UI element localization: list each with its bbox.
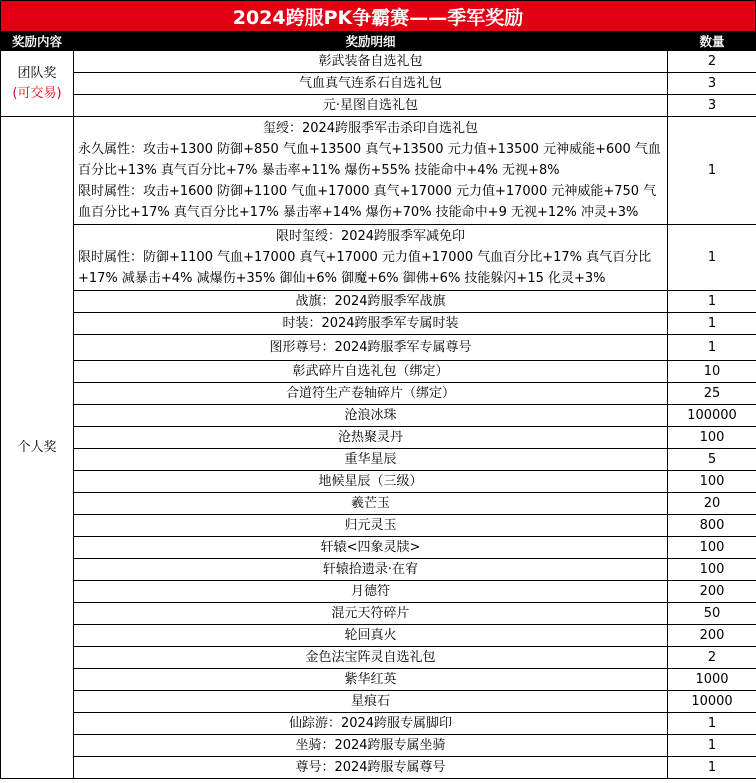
- reward-detail: 尊号：2024跨服专属尊号: [74, 757, 668, 779]
- reward-detail: 战旗：2024跨服季军战旗: [74, 291, 668, 313]
- reward-detail: 归元灵玉: [74, 515, 668, 537]
- table-row: [1, 361, 756, 383]
- table-row: [1, 335, 756, 361]
- table-row: [1, 757, 756, 779]
- table-row: [1, 225, 756, 291]
- table-row: [1, 471, 756, 493]
- reward-detail: 坐骑：2024跨服专属坐骑: [74, 735, 668, 757]
- seal2-reward-detail: [74, 225, 668, 291]
- reward-quantity: 100: [668, 537, 756, 559]
- reward-quantity: 1: [668, 291, 756, 313]
- reward-detail: 时装：2024跨服季军专属时装: [74, 313, 668, 335]
- table-row: [1, 581, 756, 603]
- table-row: [1, 625, 756, 647]
- reward-detail: 彰武装备自选礼包: [74, 51, 668, 73]
- header-row: [1, 32, 756, 51]
- reward-quantity: 10: [668, 361, 756, 383]
- reward-quantity: 1: [668, 757, 756, 779]
- reward-detail: 仙踪游：2024跨服专属脚印: [74, 713, 668, 735]
- table-row: [1, 95, 756, 117]
- table-row: [1, 691, 756, 713]
- table-row: [1, 537, 756, 559]
- reward-detail: 月德符: [74, 581, 668, 603]
- seal-reward-title: 玺绶：2024跨服季军击杀印自选礼包: [262, 121, 479, 136]
- table-row: [1, 735, 756, 757]
- reward-detail: 沧热聚灵丹: [74, 427, 668, 449]
- reward-quantity: 5: [668, 449, 756, 471]
- reward-quantity: 1: [668, 735, 756, 757]
- seal-timed-attrs: 限时属性：攻击+1600 防御+1100 气血+17000 真气+17000 元力值+17000 元神威能+750 气血百分比+17% 真气百分比+17% 暴击率+14% 爆伤+70% 技能命中+9 无视+12% 冲灵+3%: [78, 184, 657, 220]
- table-row: [1, 515, 756, 537]
- reward-detail: 轩辕<四象灵牍>: [74, 537, 668, 559]
- reward-quantity: 1: [668, 313, 756, 335]
- reward-detail: 羲芒玉: [74, 493, 668, 515]
- table-row: [1, 73, 756, 95]
- reward-detail: 气血真气连系石自选礼包: [74, 73, 668, 95]
- reward-detail: 轩辕拾遗录·在宥: [74, 559, 668, 581]
- reward-detail: 沧浪冰珠: [74, 405, 668, 427]
- reward-quantity: 100: [668, 427, 756, 449]
- personal-category-cell: 个人奖: [1, 117, 74, 779]
- reward-quantity: 1: [668, 225, 756, 291]
- reward-quantity: 1000: [668, 669, 756, 691]
- table-row: [1, 449, 756, 471]
- team-category-cell: [1, 51, 74, 117]
- header-detail: 奖励明细: [74, 32, 668, 51]
- reward-detail: 地候星辰（三级）: [74, 471, 668, 493]
- reward-quantity: 50: [668, 603, 756, 625]
- table-row: [1, 291, 756, 313]
- table-row: [1, 313, 756, 335]
- reward-detail: 轮回真火: [74, 625, 668, 647]
- reward-quantity: 100000: [668, 405, 756, 427]
- page-title: 2024跨服PK争霸赛——季军奖励: [0, 0, 756, 31]
- reward-quantity: 1: [668, 713, 756, 735]
- table-row: [1, 647, 756, 669]
- table-row: [1, 405, 756, 427]
- team-tradable-note: (可交易): [12, 85, 62, 101]
- table-row: [1, 493, 756, 515]
- reward-quantity: 20: [668, 493, 756, 515]
- reward-quantity: 3: [668, 73, 756, 95]
- reward-quantity: 200: [668, 581, 756, 603]
- reward-quantity: 1: [668, 335, 756, 361]
- seal2-reward-title: 限时玺绶：2024跨服季军减免印: [275, 229, 466, 244]
- table-row: [1, 603, 756, 625]
- reward-detail: 混元天符碎片: [74, 603, 668, 625]
- reward-quantity: 100: [668, 559, 756, 581]
- header-quantity: 数量: [668, 32, 756, 51]
- reward-quantity: 100: [668, 471, 756, 493]
- header-category: 奖励内容: [1, 32, 74, 51]
- seal-permanent-attrs: 永久属性：攻击+1300 防御+850 气血+13500 真气+13500 元力值+13500 元神威能+600 气血百分比+13% 真气百分比+7% 暴击率+11% 爆伤+55% 技能命中+4% 无视+8%: [78, 142, 661, 178]
- reward-detail: 合道符生产卷轴碎片（绑定）: [74, 383, 668, 405]
- table-row: [1, 669, 756, 691]
- seal2-timed-attrs: 限时属性：防御+1100 气血+17000 真气+17000 元力值+17000 气血百分比+17% 真气百分比+17% 减暴击+4% 减爆伤+35% 御仙+6% 御魔+6% 御佛+6% 技能躲闪+15 化灵+3%: [78, 250, 652, 286]
- reward-quantity: 2: [668, 51, 756, 73]
- table-row: [1, 713, 756, 735]
- reward-quantity: 10000: [668, 691, 756, 713]
- table-row: [1, 427, 756, 449]
- team-category-label: 团队奖: [17, 65, 57, 81]
- reward-detail: 图形尊号：2024跨服季军专属尊号: [74, 335, 668, 361]
- table-row: [1, 383, 756, 405]
- reward-quantity: 3: [668, 95, 756, 117]
- seal-reward-detail: [74, 117, 668, 225]
- reward-quantity: 2: [668, 647, 756, 669]
- reward-detail: 重华星辰: [74, 449, 668, 471]
- table-row: [1, 117, 756, 225]
- reward-quantity: 25: [668, 383, 756, 405]
- reward-detail: 紫华红英: [74, 669, 668, 691]
- reward-quantity: 800: [668, 515, 756, 537]
- reward-detail: 星痕石: [74, 691, 668, 713]
- reward-quantity: 200: [668, 625, 756, 647]
- reward-detail: 元·星图自选礼包: [74, 95, 668, 117]
- reward-detail: 彰武碎片自选礼包（绑定）: [74, 361, 668, 383]
- reward-table: [0, 31, 756, 779]
- reward-quantity: 1: [668, 117, 756, 225]
- table-row: [1, 51, 756, 73]
- table-row: [1, 559, 756, 581]
- reward-detail: 金色法宝阵灵自选礼包: [74, 647, 668, 669]
